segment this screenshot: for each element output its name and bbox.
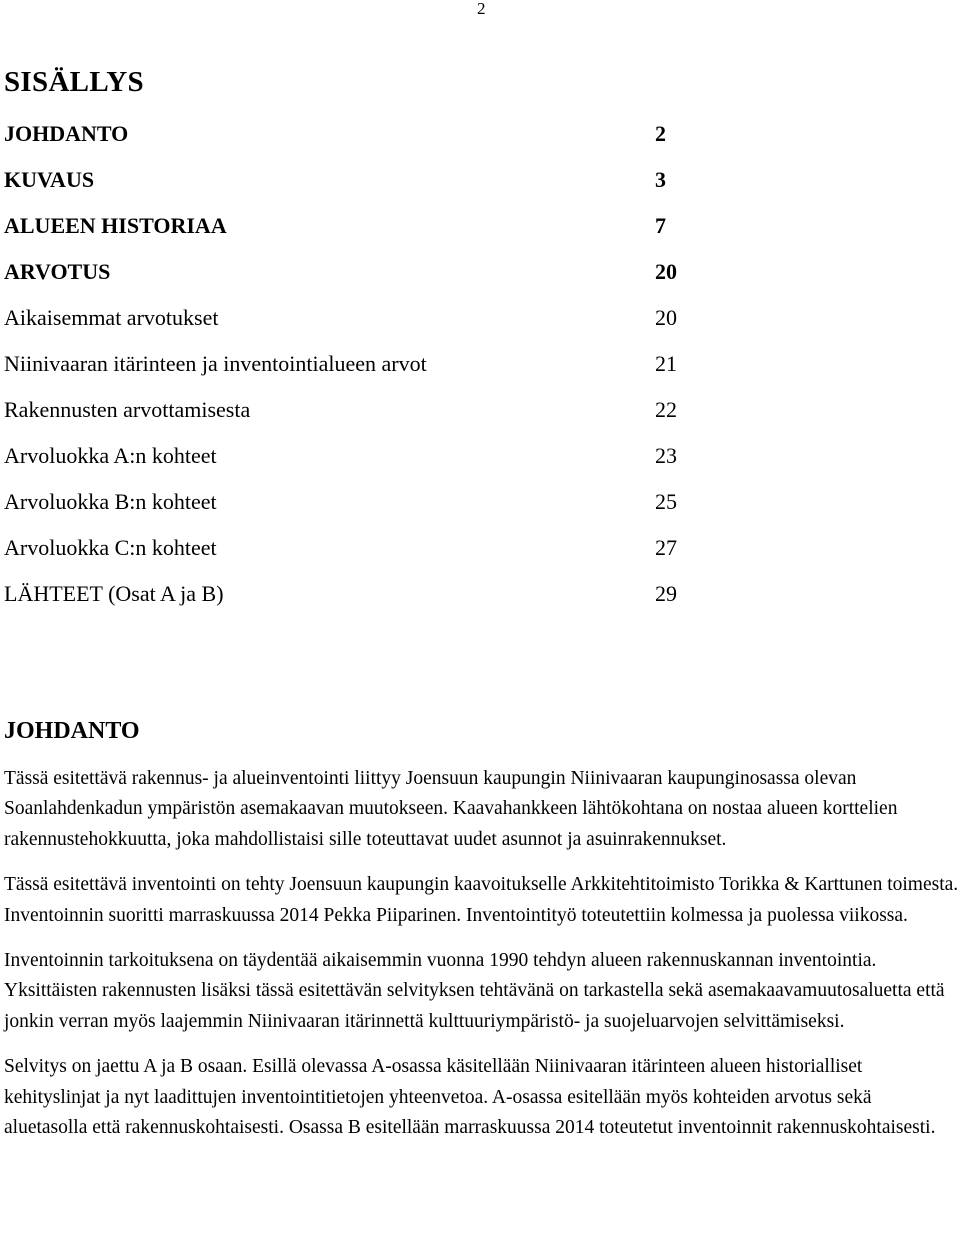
toc-entry-inventointialueen-arvot[interactable] (4, 347, 704, 393)
toc-entry-page: 2 (655, 121, 666, 146)
toc-entry-label: Arvoluokka A:n kohteet (4, 443, 217, 468)
toc-entry-label: Arvoluokka C:n kohteet (4, 535, 217, 560)
paragraph: Inventoinnin tarkoituksena on täydentää aikaisemmin vuonna 1990 tehdyn alueen rakennuskannan inventointia. Yksittäisten rakennusten lisäksi tässä esitettävän selvityksen tehtävänä on tarkastella sekä asemakaavamuutosaluetta että jonkin verran myös laajemmin Niinivaaran itärinnettä kulttuuriympäristö- ja suojeluarvojen selvittämiseksi. (4, 950, 945, 1032)
toc-entry-page: 20 (655, 259, 677, 284)
paragraph: Tässä esitettävä inventointi on tehty Joensuun kaupungin kaavoitukselle Arkkitehtitoimisto Torikka & Karttunen toimesta. Inventoinnin suoritti marraskuussa 2014 Pekka Piiparinen. Inventointityö toteutettiin kolmessa ja puolessa viikossa. (4, 874, 959, 926)
toc-entry-page: 22 (655, 397, 677, 422)
page-number: 2 (477, 0, 486, 18)
paragraph: Selvitys on jaettu A ja B osaan. Esillä olevassa A-osassa käsitellään Niinivaaran itärinteen alueen historialliset kehityslinjat ja nyt laadittujen inventointitietojen yhteenvetoa. A-osassa esitellään myös kohteiden arvotus sekä aluetasolla että rakennuskohtaisesti. Osassa B esitellään marraskuussa 2014 toteutetut inventoinnit rakennuskohtaisesti. (4, 1056, 936, 1139)
toc-entry-rakennusten-arvottamisesta[interactable] (4, 393, 704, 439)
toc-entry-arvoluokka-b[interactable] (4, 485, 704, 531)
section-heading-johdanto: JOHDANTO (4, 718, 140, 744)
toc-entry-page: 23 (655, 443, 677, 468)
toc-entry-arvotus[interactable] (4, 255, 704, 301)
toc-entry-kuvaus[interactable] (4, 163, 704, 209)
toc-entry-page: 3 (655, 167, 666, 192)
toc-entry-aikaisemmat-arvotukset[interactable] (4, 301, 704, 347)
section-body (4, 764, 959, 1158)
toc-entry-arvoluokka-a[interactable] (4, 439, 704, 485)
toc-entry-label: ALUEEN HISTORIAA (4, 213, 227, 238)
toc-entry-label: Aikaisemmat arvotukset (4, 305, 219, 330)
toc-entry-page: 20 (655, 305, 677, 330)
toc-entry-page: 29 (655, 581, 677, 606)
toc-entry-johdanto[interactable] (4, 117, 704, 163)
toc-title: SISÄLLYS (4, 66, 144, 98)
toc-entry-label: KUVAUS (4, 167, 95, 192)
toc-entry-label: LÄHTEET (Osat A ja B) (4, 581, 224, 606)
toc-entry-page: 21 (655, 351, 677, 376)
paragraph: Tässä esitettävä rakennus- ja alueinventointi liittyy Joensuun kaupungin Niinivaaran kaupunginosassa olevan Soanlahdenkadun ympäristön asemakaavan muutokseen. Kaavahankkeen lähtökohtana on nostaa alueen korttelien rakennustehokkuutta, joka mahdollistaisi sille toteuttavat uudet asunnot ja asuinrakennukset. (4, 768, 898, 850)
toc-entry-page: 25 (655, 489, 677, 514)
toc-entry-label: JOHDANTO (4, 121, 129, 146)
toc-entry-label: Rakennusten arvottamisesta (4, 397, 251, 422)
table-of-contents (4, 117, 704, 623)
toc-entry-lahteet[interactable] (4, 577, 704, 623)
toc-entry-page: 27 (655, 535, 677, 560)
toc-entry-label: Niinivaaran itärinteen ja inventointialueen arvot (4, 351, 427, 376)
toc-entry-alueen-historiaa[interactable] (4, 209, 704, 255)
toc-entry-arvoluokka-c[interactable] (4, 531, 704, 577)
toc-entry-label: Arvoluokka B:n kohteet (4, 489, 217, 514)
toc-entry-page: 7 (655, 213, 666, 238)
toc-entry-label: ARVOTUS (4, 259, 111, 284)
